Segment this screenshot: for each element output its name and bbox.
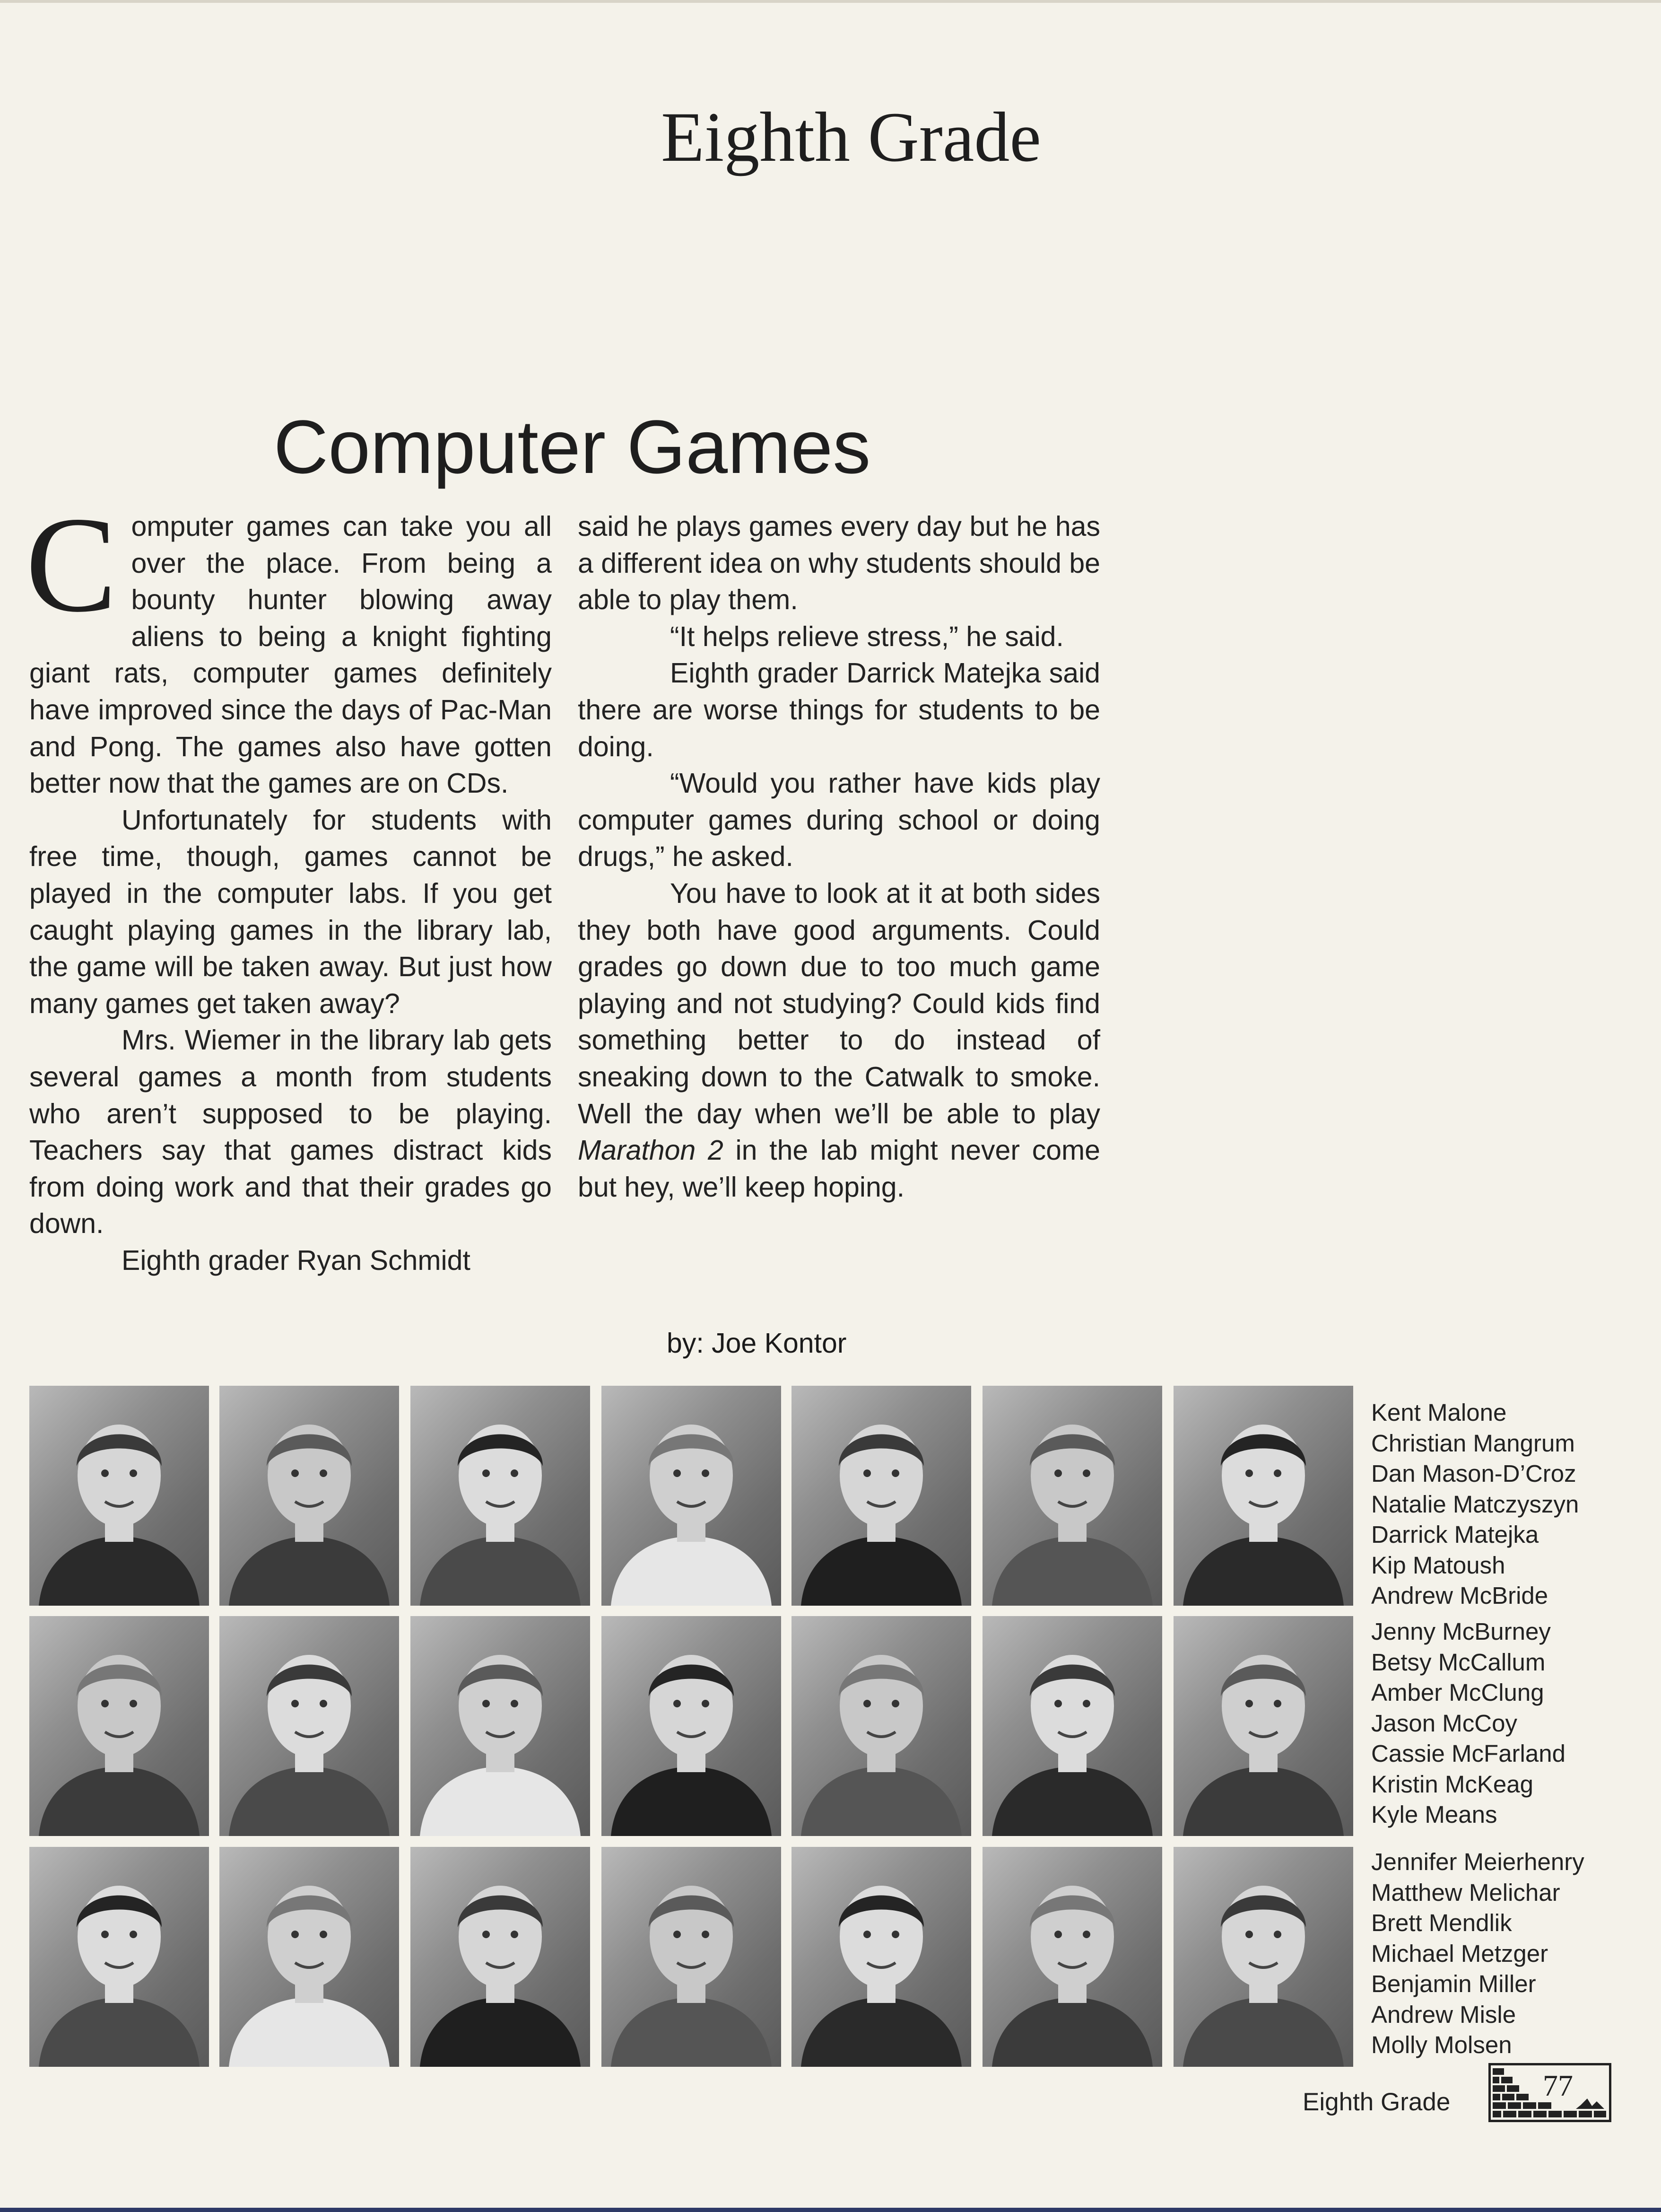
student-name: Dan Mason-D’Croz	[1371, 1460, 1576, 1487]
student-name: Jennifer Meierhenry	[1371, 1848, 1584, 1875]
student-portrait	[983, 1847, 1162, 2067]
article-paragraph: said he plays games every day but he has a different idea on why students should be able to play them.	[578, 511, 1100, 616]
page-top-rule	[0, 0, 1661, 3]
student-portrait	[219, 1616, 399, 1836]
byline: by: Joe Kontor	[667, 1328, 847, 1359]
student-portrait	[410, 1847, 590, 2067]
student-portrait	[29, 1616, 209, 1836]
student-portrait	[601, 1386, 781, 1606]
student-portrait	[1174, 1616, 1353, 1836]
student-portrait	[791, 1386, 971, 1606]
name-list-row-3	[1371, 1847, 1636, 2061]
article-paragraph: Unfortunately for students with free time, though, games cannot be played in the computer labs. If you get caught playing games in the library lab, the game will be taken away. But just how many games get taken away?	[29, 804, 552, 1019]
page-bottom-rule	[0, 2208, 1661, 2212]
article-paragraph: “Would you rather have kids play computer games during school or doing drugs,” he asked.	[578, 768, 1100, 873]
student-portrait	[1174, 1847, 1353, 2067]
student-portrait	[219, 1847, 399, 2067]
student-name: Kip Matoush	[1371, 1551, 1505, 1579]
article-paragraph: “It helps relieve stress,” he said.	[670, 621, 1064, 652]
student-name: Kent Malone	[1371, 1399, 1507, 1426]
student-name: Kyle Means	[1371, 1801, 1497, 1828]
article-paragraph: You have to look at it at both sides they both have good arguments. Could grades go down due to too much game playing and not studying? Could kids find something better to do instead of sneaking down to the Catwalk to smoke. Well the day when we’ll be able to play Marathon 2 in the lab might never come but hey, we’ll keep hoping.	[578, 877, 1100, 1203]
footer-section-label: Eighth Grade	[1303, 2088, 1451, 2116]
page-number-box	[1488, 2063, 1611, 2122]
student-name: Jenny McBurney	[1371, 1618, 1551, 1645]
student-name: Christian Mangrum	[1371, 1429, 1575, 1457]
name-list-row-2	[1371, 1617, 1636, 1830]
student-portrait	[791, 1616, 971, 1836]
article-paragraph: Eighth grader Ryan Schmidt	[122, 1244, 470, 1276]
student-name: Michael Metzger	[1371, 1940, 1548, 1967]
student-name: Darrick Matejka	[1371, 1521, 1539, 1548]
student-name: Betsy McCallum	[1371, 1648, 1546, 1676]
student-portrait	[29, 1847, 209, 2067]
article-column-2	[578, 508, 1100, 1206]
student-name: Andrew Misle	[1371, 2001, 1516, 2028]
student-name: Brett Mendlik	[1371, 1909, 1512, 1936]
student-name: Andrew McBride	[1371, 1582, 1548, 1609]
student-name: Benjamin Miller	[1371, 1970, 1536, 1997]
article-paragraph: Mrs. Wiemer in the library lab gets several games a month from students who aren’t supposed to be playing. Teachers say that games distract kids from doing work and that their grades go down.	[29, 1024, 552, 1240]
article-paragraph: Computer games can take you all over the place. From being a bounty hunter blowing away aliens to being a knight fighting giant rats, computer games definitely have improved since the days of Pac-Man and Pong. The games also have gotten better now that the games are on CDs.	[26, 489, 552, 799]
student-portrait	[601, 1847, 781, 2067]
article-title: Computer Games	[273, 404, 871, 489]
student-portrait	[983, 1386, 1162, 1606]
student-portrait	[983, 1616, 1162, 1836]
section-title: Eighth Grade	[661, 98, 1041, 176]
student-portrait	[29, 1386, 209, 1606]
page-number: 77	[1543, 2069, 1573, 2102]
student-name: Matthew Melichar	[1371, 1879, 1560, 1906]
student-name: Jason McCoy	[1371, 1709, 1517, 1737]
student-portrait	[601, 1616, 781, 1836]
name-list-row-1	[1371, 1398, 1636, 1611]
student-portrait	[410, 1386, 590, 1606]
game-title: Marathon 2	[578, 1135, 723, 1166]
student-name: Molly Molsen	[1371, 2031, 1512, 2058]
student-name: Kristin McKeag	[1371, 1770, 1533, 1798]
student-portrait	[410, 1616, 590, 1836]
student-name: Cassie McFarland	[1371, 1740, 1565, 1767]
student-name: Natalie Matczyszyn	[1371, 1490, 1579, 1518]
dropcap: C	[26, 489, 117, 640]
student-name: Amber McClung	[1371, 1679, 1544, 1706]
article-paragraph: Eighth grader Darrick Matejka said there are worse things for students to be doing.	[578, 657, 1100, 762]
student-portrait	[219, 1386, 399, 1606]
student-portrait	[791, 1847, 971, 2067]
article-column-1	[26, 489, 552, 1279]
student-portrait	[1174, 1386, 1353, 1606]
